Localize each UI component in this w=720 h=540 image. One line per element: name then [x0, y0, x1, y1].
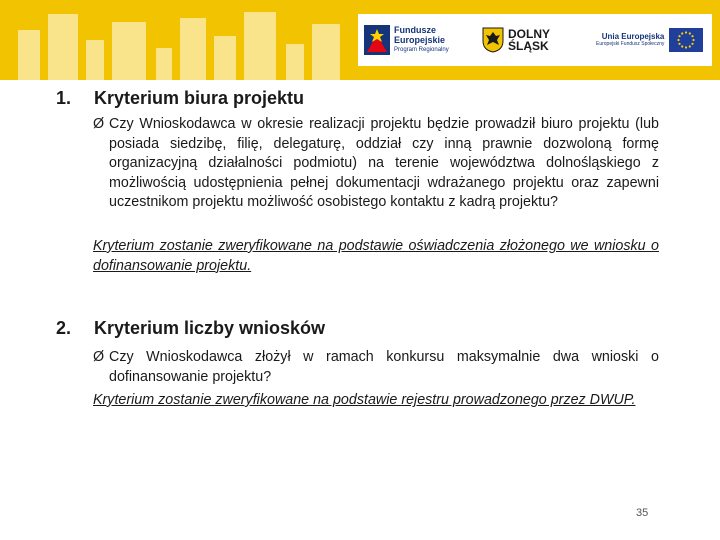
bullet-arrow-icon: Ø — [93, 349, 105, 365]
section-2-bullet-text: Czy Wnioskodawca złożył w ramach konkursu maksymalnie dwa wnioski o dofinansowanie projektu? — [109, 349, 659, 385]
fundusze-line2: Europejskie — [394, 34, 446, 45]
eu-flag-icon — [669, 28, 703, 52]
unia-line1: Unia Europejska — [601, 31, 665, 41]
fundusze-europejskie-icon — [364, 25, 390, 55]
unia-europejska-logo — [596, 14, 703, 66]
decorative-square — [156, 48, 172, 80]
decorative-square — [18, 30, 40, 80]
decorative-square — [312, 24, 340, 80]
decorative-square — [180, 18, 206, 80]
decorative-square — [286, 44, 304, 80]
section-1-title: Kryterium biura projektu — [94, 88, 305, 108]
section-2-bullet — [93, 348, 659, 387]
fundusze-europejskie-logo — [364, 14, 449, 66]
section-2-number: 2. — [56, 318, 72, 338]
dolny-slask-line2: ŚLĄSK — [508, 39, 549, 53]
decorative-square — [214, 36, 236, 80]
header-band — [0, 0, 720, 80]
section-1-criterion: Kryterium zostanie zweryfikowane na podstawie oświadczenia złożonego we wniosku o dofinansowanie projektu. — [93, 238, 659, 274]
section-2-criterion: Kryterium zostanie zweryfikowane na podstawie rejestru prowadzonego przez DWUP. — [93, 392, 636, 408]
section-1-heading — [56, 88, 304, 109]
page-number: 35 — [636, 507, 649, 519]
decorative-square — [48, 14, 78, 80]
fundusze-line3: Program Regionalny — [394, 47, 449, 54]
eagle-crest-icon — [482, 27, 504, 53]
decorative-square — [244, 12, 276, 80]
section-1-bullet-text: Czy Wnioskodawca w okresie realizacji projektu będzie prowadził biuro projektu (lub posiada siedzibę, filię, delegaturę, oddział czy inną prawnie dozwoloną formę organizacyjną działalności podmiotu) na terenie województwa dolnośląskiego z możliwością udostępnienia pełnej dokumentacji wdrażanego projektu oraz zapewni uczestnikom projektu możliwość osobistego kontaktu z kadrą projektu? — [109, 116, 659, 210]
bullet-arrow-icon: Ø — [93, 116, 105, 132]
unia-line2: Europejski Fundusz Społeczny — [596, 40, 665, 47]
section-2-heading — [56, 318, 325, 339]
section-1-number: 1. — [56, 88, 72, 108]
logo-panel — [358, 14, 712, 66]
section-1-bullet — [93, 115, 659, 213]
dolny-slask-line1: DOLNY — [508, 27, 550, 41]
section-2-title: Kryterium liczby wniosków — [94, 318, 326, 338]
decorative-square — [86, 40, 104, 80]
fundusze-line1: Fundusze — [394, 25, 436, 36]
dolny-slask-logo — [482, 14, 550, 66]
decorative-square — [112, 22, 146, 80]
